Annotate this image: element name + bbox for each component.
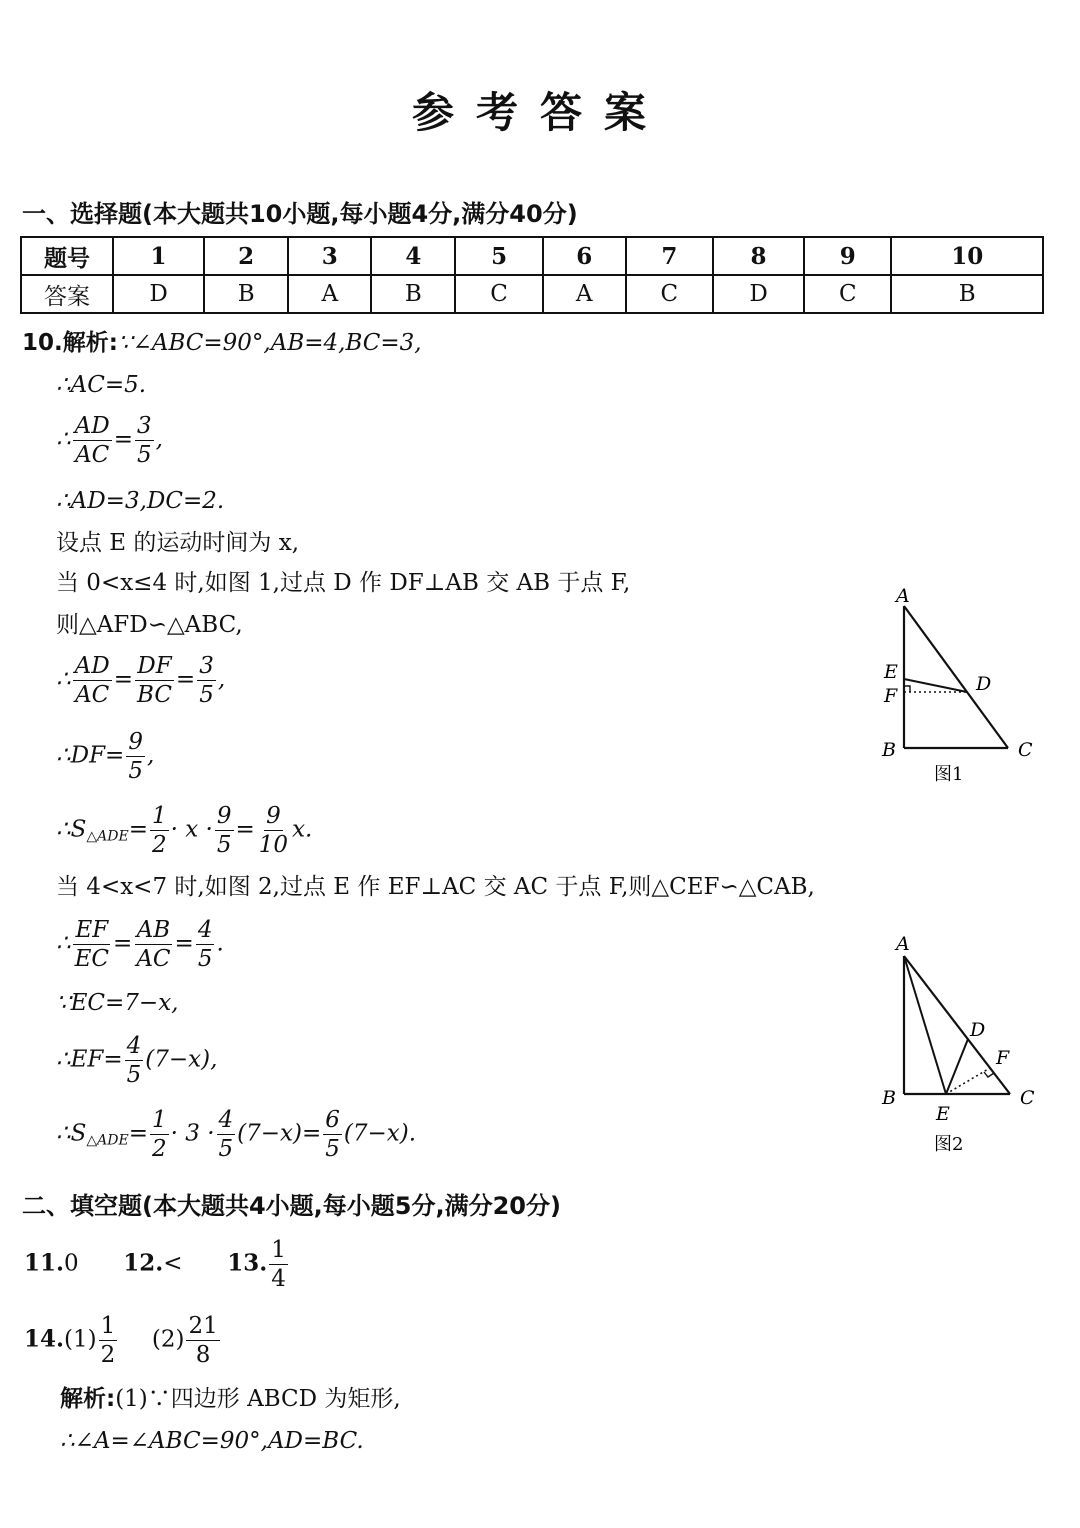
q10-line-12: ∴ $\frac{EF}{EC}$ = $\frac{AB}{AC}$ = $\frac{4}{5}$ . <box>56 917 224 973</box>
denominator: EC <box>74 946 110 973</box>
fig2-segment-ed <box>946 1039 968 1094</box>
math-symbol: ∴ <box>56 666 71 693</box>
fraction <box>73 414 112 467</box>
q10-text: ∵∠ABC=90°,AB=4,BC=3, <box>117 330 422 356</box>
denominator: 2 <box>100 1342 116 1369</box>
math-symbol: = <box>113 426 133 453</box>
q10-line-14 <box>56 1034 217 1087</box>
numerator: 6 <box>323 1108 342 1135</box>
fig1-caption: 图1 <box>934 764 964 785</box>
answer-11-label: 11. <box>24 1249 65 1277</box>
answer-table-header-row <box>21 237 1043 275</box>
q10-line-15: $\therefore S_{\triangle ADE}=$ $\frac{1}{2}$ · 3 · $\frac{4}{5}$ (7−x)= $\frac{6}{5}$ (7−x). <box>56 1107 417 1163</box>
denominator: 5 <box>199 682 214 709</box>
answer-cell: A <box>288 275 371 313</box>
q14-explanation-label: 解析: <box>60 1386 116 1412</box>
answer-cell: B <box>371 275 455 313</box>
fig1-side-ac <box>904 606 1008 748</box>
answer-table-answer-row <box>21 275 1043 313</box>
fig2-label-d: D <box>970 1019 986 1041</box>
fig1-label-e: E <box>884 661 898 683</box>
fraction <box>269 1238 288 1291</box>
q10-line-10: $\therefore S_{\triangle ADE}=$ $\frac{1}{2}$ · x · $\frac{9}{5}$ = $\frac{9}{10}$ x. <box>56 803 313 859</box>
numerator: AD <box>73 414 112 441</box>
fig1-label-f: F <box>884 685 898 707</box>
fig2-label-f: F <box>996 1047 1010 1069</box>
math-expression: ∴EF= <box>56 1046 123 1073</box>
answer-12-value: < <box>163 1250 183 1277</box>
q10-line-7: 则△AFD∽△ABC, <box>56 612 243 638</box>
denominator: AC <box>136 946 171 973</box>
answer-14-label: 14. <box>24 1325 65 1353</box>
denominator: 5 <box>216 832 232 859</box>
math-symbol: ∴ <box>56 426 71 453</box>
q10-line-6: 当 0<x≤4 时,如图 1,过点 D 作 DF⊥AB 交 AB 于点 F, <box>56 570 631 596</box>
numerator: AB <box>135 918 173 945</box>
math-symbol: ∴S <box>56 1120 87 1147</box>
fraction <box>257 804 290 857</box>
q10-line-8: ∴ $\frac{AD}{AC}$ = $\frac{DF}{BC}$ = $\frac{3}{5}$ , <box>56 653 226 709</box>
denominator: 2 <box>152 832 167 859</box>
question-number: 2 <box>204 237 288 275</box>
numerator: DF <box>135 654 173 681</box>
subscript: △ADE <box>86 828 129 845</box>
answer-14-part-1: (1) <box>64 1326 97 1353</box>
denominator: 5 <box>218 1136 234 1163</box>
q10-line-13: ∵EC=7−x, <box>56 990 179 1016</box>
denominator: 5 <box>325 1136 340 1163</box>
answer-table <box>20 236 1044 314</box>
math-expression: · 3 · <box>170 1120 215 1147</box>
math-expression: (7−x)= <box>237 1120 322 1147</box>
fraction <box>196 918 215 971</box>
fraction <box>323 1108 342 1161</box>
fig1-label-c: C <box>1018 739 1033 761</box>
math-symbol: ∴S <box>56 816 87 843</box>
question-number: 5 <box>455 237 542 275</box>
numerator: 3 <box>197 654 216 681</box>
page-title: 参考答案 <box>411 88 668 137</box>
answer-cell: C <box>626 275 713 313</box>
fig2-label-a: A <box>896 933 910 955</box>
denominator: 8 <box>195 1342 211 1369</box>
math-expression: · x · <box>170 816 213 843</box>
denominator: 2 <box>152 1136 167 1163</box>
numerator: 9 <box>126 730 145 757</box>
q14-explanation-text: (1)∵四边形 ABCD 为矩形, <box>115 1386 401 1412</box>
fig2-label-b: B <box>882 1087 896 1109</box>
fig2-label-e: E <box>936 1103 950 1125</box>
fig1-label-a: A <box>896 585 910 607</box>
denominator: 4 <box>271 1266 286 1293</box>
math-symbol: . <box>216 930 224 957</box>
answer-label: 答案 <box>21 275 113 313</box>
math-symbol: ∴ <box>56 930 71 957</box>
question-number: 9 <box>804 237 891 275</box>
numerator: 4 <box>217 1108 236 1135</box>
math-expression: ∴DF= <box>56 742 125 769</box>
answer-13-label: 13. <box>227 1249 268 1277</box>
fraction <box>134 918 172 971</box>
fraction <box>73 918 111 971</box>
answer-cell: B <box>891 275 1043 313</box>
fig2-segment-ef <box>946 1068 990 1094</box>
answer-cell: A <box>543 275 626 313</box>
answer-cell: D <box>113 275 204 313</box>
answer-12-label: 12. <box>123 1249 164 1277</box>
fraction <box>186 1314 219 1367</box>
fraction <box>126 730 145 783</box>
numerator: 4 <box>125 1034 144 1061</box>
question-number: 10 <box>891 237 1043 275</box>
fraction <box>73 654 112 707</box>
denominator: AC <box>75 442 110 469</box>
question-number: 4 <box>371 237 455 275</box>
numerator: AD <box>73 654 112 681</box>
answers-11-13 <box>24 1238 290 1291</box>
question-number: 3 <box>288 237 371 275</box>
fig2-caption: 图2 <box>934 1134 964 1155</box>
denominator: 5 <box>136 442 152 469</box>
denominator: AC <box>75 682 110 709</box>
numerator: 1 <box>150 1108 169 1135</box>
fig1-label-d: D <box>976 673 992 695</box>
numerator: 9 <box>215 804 234 831</box>
question-number: 6 <box>543 237 626 275</box>
q10-line-4: ∴AD=3,DC=2. <box>56 488 225 514</box>
math-symbol: , <box>155 426 163 453</box>
math-symbol: , <box>217 666 226 693</box>
numerator: 3 <box>135 414 154 441</box>
fraction <box>150 804 169 857</box>
numerator: 1 <box>269 1238 288 1265</box>
numerator: 1 <box>99 1314 118 1341</box>
q14-explanation-line-2: ∴∠A=∠ABC=90°,AD=BC. <box>60 1428 364 1454</box>
section-1-heading: 一、选择题(本大题共10小题,每小题4分,满分40分) <box>22 200 578 228</box>
fig2-segment-ae <box>904 956 946 1094</box>
fraction <box>197 654 216 707</box>
answer-cell: C <box>804 275 891 313</box>
figure-1 <box>870 580 1050 790</box>
fraction <box>135 654 174 707</box>
fraction <box>125 1034 144 1087</box>
header-label: 题号 <box>21 237 113 275</box>
math-expression: (7−x). <box>343 1120 417 1147</box>
q10-line-9 <box>56 730 154 783</box>
q10-line-2: ∴AC=5. <box>56 372 147 398</box>
fraction <box>135 414 154 467</box>
fraction <box>150 1108 169 1161</box>
denominator: 5 <box>197 946 213 973</box>
answer-11-value: 0 <box>64 1250 79 1277</box>
question-number: 7 <box>626 237 713 275</box>
denominator: 10 <box>258 832 289 859</box>
answer-cell: D <box>713 275 804 313</box>
math-symbol: , <box>146 742 155 769</box>
section-2-heading: 二、填空题(本大题共4小题,每小题5分,满分20分) <box>22 1192 561 1220</box>
denominator: BC <box>136 682 172 709</box>
fraction <box>215 804 234 857</box>
answer-cell: C <box>455 275 542 313</box>
q10-line-5: 设点 E 的运动时间为 x, <box>56 530 300 556</box>
figure-2 <box>870 928 1050 1162</box>
numerator: 9 <box>264 804 283 831</box>
math-expression: (7−x), <box>145 1046 218 1073</box>
question-number: 8 <box>713 237 804 275</box>
answer-cell: B <box>204 275 288 313</box>
question-number: 1 <box>113 237 204 275</box>
answer-14-part-2: (2) <box>151 1326 185 1353</box>
denominator: 5 <box>126 1062 142 1089</box>
numerator: EF <box>73 918 110 945</box>
denominator: 5 <box>128 758 143 785</box>
numerator: 4 <box>196 918 215 945</box>
math-expression: x. <box>292 816 313 843</box>
q14-explanation-line-1 <box>60 1388 401 1411</box>
q10-line-3 <box>56 414 163 467</box>
q10-label: 10.解析: <box>22 330 118 356</box>
fig2-label-c: C <box>1020 1087 1035 1109</box>
numerator: 1 <box>150 804 169 831</box>
fraction <box>217 1108 236 1161</box>
q10-line-11: 当 4<x<7 时,如图 2,过点 E 作 EF⊥AC 交 AC 于点 F,则△CEF∽△CAB, <box>56 874 815 900</box>
numerator: 21 <box>186 1314 219 1341</box>
subscript: △ADE <box>86 1132 129 1149</box>
fraction <box>99 1314 118 1367</box>
fig1-label-b: B <box>882 739 896 761</box>
q10-line-1 <box>22 332 422 355</box>
answer-14 <box>24 1314 222 1367</box>
